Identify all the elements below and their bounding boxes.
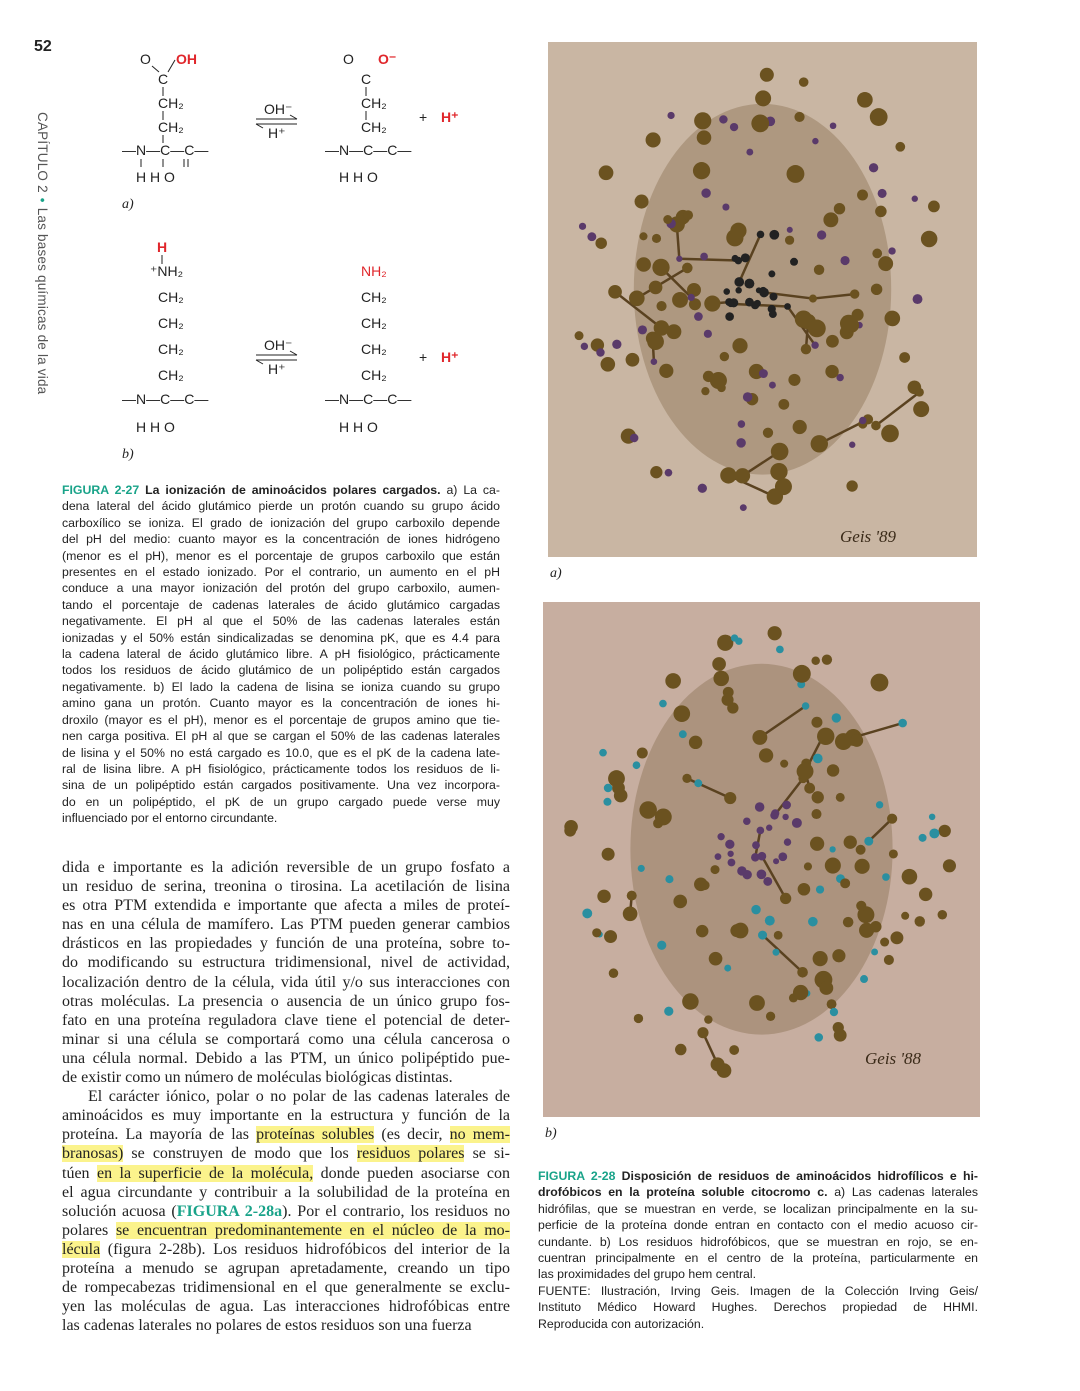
text-run: ). Por el contrario, los residuos no (282, 1202, 510, 1220)
highlighted-text: se encuentran predominantemente en el núcleo de la mo- (115, 1221, 511, 1239)
atom: CH₂ (158, 289, 184, 305)
text-run: solución acuosa ( (62, 1202, 177, 1220)
figure-reference: FIGURA 2-27 (62, 483, 140, 497)
text-run: otras moléculas. La presencia o ausencia de un único grupo fos- (62, 992, 510, 1010)
text-run: droxilo (mayor es el pH), menor es el porcentaje de grupos amino que tie- (62, 712, 500, 727)
backbone: —N—C—C— (122, 391, 209, 407)
text-line (62, 1316, 510, 1335)
reagent: OH⁻ (264, 337, 293, 353)
text-line (62, 896, 510, 915)
text-run: sina de un polipéptido están cargados positivamente. Una vez incorpora- (62, 778, 500, 793)
text-run: se construyen de modo que los (123, 1145, 357, 1163)
text-run: proteína a menudo se agrupan apretadamente, creando un tipo (62, 1259, 510, 1277)
text-line (62, 695, 500, 711)
text-line (62, 877, 510, 896)
text-line (62, 548, 500, 564)
text-line (62, 1106, 510, 1125)
text-run: hidrófilas, que se muestran en verde, se localizan principalmente en la su- (538, 1201, 978, 1216)
atom: CH₂ (361, 341, 387, 357)
text-line (62, 630, 500, 646)
page-number: 52 (34, 38, 52, 55)
chapter-label: CAPÍTULO 2 (35, 112, 50, 193)
text-run: polares (62, 1221, 116, 1239)
glutamate-protonated (122, 51, 208, 212)
glutamate-ionized (325, 51, 459, 185)
text-run: las proximidades del grupo hem central. (538, 1267, 757, 1282)
cytochrome-c-hydrophobic-illustration (543, 602, 980, 1117)
highlighted-text: en la superficie de la molécula, (97, 1164, 314, 1182)
text-run: (figura 2-28b). Los residuos hidrofóbicos del interior de la (100, 1240, 510, 1258)
atom: CH₂ (361, 289, 387, 305)
text-line (62, 728, 500, 744)
text-run: túen (62, 1164, 97, 1182)
text-run: cuentran principalmente en el centro de la proteína, particularmente en (538, 1251, 978, 1266)
text-run: la cadena lateral de ácido glutámico libre. A pH fisiológico, prácticamente (62, 647, 500, 662)
text-line (62, 1068, 510, 1087)
text-run: todos los residuos de ácido glutámico de un polipéptido están cargados (62, 663, 500, 678)
panel-label-a: a) (550, 566, 562, 581)
backbone: —N—C—C— (325, 142, 412, 158)
atom: CH₂ (158, 367, 184, 383)
text-run: drásticos en las propiedades y función de una proteína, sobre to- (62, 935, 510, 953)
text-line (62, 662, 500, 678)
atom: CH₂ (158, 341, 184, 357)
text-run: presentes en el estado ionizado. Por el contrario, un aumento en el pH (62, 565, 500, 580)
atom: CH₂ (361, 119, 387, 135)
reagent: OH⁻ (264, 101, 293, 117)
text-run: yen las moléculas de agua. Las interacciones hidrofóbicas entre (62, 1298, 510, 1316)
atom: OH (176, 51, 197, 67)
text-line (62, 482, 500, 498)
text-run: a) Las cadenas laterales (827, 1185, 978, 1200)
text-run: cundante. b) Los residuos hidrofóbicos, que se muestran en rojo, se en- (538, 1234, 978, 1249)
text-run: ral de lisina libre. A pH fisiológico, prácticamente todos los residuos de li- (62, 761, 500, 776)
text-run: de existir como un número de moléculas biológicas distintas. (62, 1069, 453, 1087)
text-run: (menor es el pH), menor es el porcentaje de grupos carboxilo que están (62, 548, 500, 563)
proton: H⁺ (441, 109, 459, 125)
text-run: perficie de la proteína donde entran en contacto con el medio acuoso cir- (538, 1218, 978, 1233)
text-line (62, 580, 500, 596)
text-line (62, 858, 510, 877)
text-line (62, 1087, 510, 1106)
text-run: donde pueden asociarse con (313, 1164, 511, 1182)
figure-2-28b-image (543, 602, 980, 1117)
backbone: H H O (339, 169, 378, 185)
text-run: minar si una célula se comportará como una célula cancerosa o (62, 1030, 510, 1048)
text-run: tando el porcentaje de cadenas laterales de ácido glutámico cargadas (62, 597, 500, 612)
atom: CH₂ (158, 315, 184, 331)
text-run: do modificando su estructura tridimensional, nivel de actividad, (62, 954, 510, 972)
highlighted-text: no mem- (449, 1126, 511, 1144)
text-line (62, 761, 500, 777)
text-line (62, 810, 500, 826)
text-run: una célula normal. Debido a las PTM, un único polipéptido pue- (62, 1049, 510, 1067)
atom: CH₂ (158, 95, 184, 111)
running-head (35, 112, 50, 394)
atom: O (343, 51, 354, 67)
text-run: Disposición de residuos de aminoácidos hidrofílicos e hi- (615, 1169, 978, 1183)
reagent: H⁺ (268, 125, 286, 141)
cytochrome-c-hydrophilic-illustration (548, 42, 977, 557)
atom: C (158, 71, 169, 87)
text-line (62, 1030, 510, 1049)
text-run: localización dentro de la célula, vida útil y/o sus interacciones con (62, 973, 510, 991)
text-run: negativamente. b) El lado la cadena de lisina se ioniza cuando su grupo (62, 679, 500, 694)
text-run: drofóbicos en la proteína soluble citocromo c. (538, 1185, 828, 1200)
signature: Geis '88 (865, 1049, 922, 1068)
text-line (62, 1297, 510, 1316)
backbone: H H O (136, 169, 175, 185)
figure-reference: FIGURA 2-28a (176, 1202, 283, 1220)
backbone: H H O (339, 419, 378, 435)
text-line (62, 515, 500, 531)
atom: H (157, 239, 168, 255)
figure-reference: FIGURA 2-28 (538, 1169, 616, 1183)
reagent: H⁺ (268, 361, 286, 377)
text-run: a) La ca- (440, 483, 500, 497)
text-run: FUENTE: Ilustración, Irving Geis. Imagen de la Colección Irving Geis/ (538, 1283, 978, 1298)
signature: Geis '89 (840, 527, 897, 546)
text-line (62, 1259, 510, 1278)
highlighted-text: lécula (62, 1240, 101, 1258)
text-run: el agua circundante y contribuir a la solubilidad de la proteína en (62, 1183, 510, 1201)
highlighted-text: proteínas solubles (256, 1126, 375, 1144)
text-line (538, 1266, 978, 1282)
chapter-title: Las bases químicas de la vida (35, 207, 50, 395)
text-line (62, 679, 500, 695)
separator-dot: • (35, 197, 50, 203)
text-run: do en un polipéptido, el pK de un grupo cargado puede verse muy (62, 794, 500, 809)
figure-2-27-structures (100, 30, 500, 470)
text-line (62, 613, 500, 629)
figure-2-28a-image (548, 42, 977, 557)
text-run: El carácter iónico, polar o no polar de las cadenas laterales de (62, 1088, 510, 1106)
text-run: aminoácidos es muy importante en la estructura y función de la (62, 1107, 510, 1125)
text-run: se si- (464, 1145, 511, 1163)
text-run: proteína. La mayoría de las (62, 1126, 257, 1144)
backbone: —N—C—C— (122, 142, 209, 158)
text-line (62, 564, 500, 580)
text-run: del pH del medio: cuanto mayor es la concentración de iones hidrógeno (62, 532, 500, 547)
text-run: fato en una proteína reguladora clave tiene el potencial de deter- (62, 1011, 510, 1029)
atom: ⁺NH₂ (150, 263, 184, 279)
plus: + (419, 109, 428, 125)
text-line (538, 1299, 978, 1315)
atom: CH₂ (361, 367, 387, 383)
text-run: Instituto Médico Howard Hughes. Derechos propiedad de HHMI. (538, 1300, 978, 1315)
text-line (538, 1250, 978, 1266)
equilibrium-arrow-a (256, 101, 297, 141)
atom: O⁻ (378, 51, 397, 67)
text-line (538, 1201, 978, 1217)
text-run: nas en una célula de mamífero. Las PTM pueden generar cambios (62, 916, 510, 934)
text-run: amino gana un protón. Cuanto mayor es la concentración de iones hi- (62, 696, 500, 711)
backbone: —N—C—C— (325, 391, 412, 407)
atom: CH₂ (361, 95, 387, 111)
panel-label-a: a) (122, 197, 134, 212)
highlighted-text: branosas) (62, 1145, 124, 1163)
text-run: las cadenas laterales no polares de estos residuos son una fuerza (62, 1317, 472, 1335)
text-line (62, 953, 510, 972)
text-line (62, 794, 500, 810)
text-run: dena lateral del ácido glutámico pierde un protón cuando su grupo ácido (62, 499, 500, 514)
lysine-neutral (325, 263, 459, 435)
text-run: ionizadas y el 50% están sindicalizadas se denomina pK, que es 4.4 para (62, 630, 500, 645)
text-line (62, 1221, 510, 1240)
figure-2-28-caption (538, 1168, 978, 1332)
text-line (62, 1240, 510, 1259)
text-run: de lisina y el 50% no está cargado es 10.0, que es el pK de la cadena late- (62, 745, 500, 760)
text-line (62, 934, 510, 953)
proton: H⁺ (441, 349, 459, 365)
text-line (62, 498, 500, 514)
lysine-protonated (122, 239, 208, 462)
figure-2-27-caption (62, 482, 500, 827)
text-line (62, 1183, 510, 1202)
text-run: carboxílico se ioniza. El grado de ionización del grupo carboxilo depende (62, 515, 500, 530)
atom: CH₂ (361, 315, 387, 331)
text-run: negativamente. El pH al que el 50% de las cadenas laterales están (62, 614, 500, 629)
text-line (62, 1278, 510, 1297)
text-line (62, 1164, 510, 1183)
text-run: es otra PTM extendida e importante que afecta a miles de proteí- (62, 897, 510, 915)
text-line (62, 992, 510, 1011)
panel-label-b: b) (122, 447, 134, 462)
text-run: Reproducida con autorización. (538, 1316, 705, 1331)
text-line (62, 777, 500, 793)
text-line (62, 531, 500, 547)
text-run: un residuo de serina, treonina o tirosina. La acetilación de lisina (62, 878, 510, 896)
text-line (62, 646, 500, 662)
text-line (62, 1202, 510, 1221)
text-run: conduce a una mayor ionización del protón del grupo carboxilo, aumen- (62, 581, 500, 596)
panel-label-b: b) (545, 1126, 557, 1141)
text-line (62, 1144, 510, 1163)
text-line (62, 712, 500, 728)
text-line (538, 1283, 978, 1299)
atom: O (140, 51, 151, 67)
text-run: de rompecabezas tridimensional en el que generalmente se exclu- (62, 1279, 510, 1297)
text-line (538, 1217, 978, 1233)
text-run: La ionización de aminoácidos polares cargados. (139, 483, 441, 497)
equilibrium-arrow-b (256, 337, 297, 377)
text-run: (es decir, (374, 1126, 450, 1144)
text-line (538, 1234, 978, 1250)
atom: NH₂ (361, 263, 387, 279)
text-run: influenciado por el entorno circundante. (62, 811, 278, 826)
body-text (62, 858, 510, 1335)
text-line (62, 973, 510, 992)
text-line (62, 1049, 510, 1068)
text-line (538, 1316, 978, 1332)
atom: C (361, 71, 372, 87)
text-line (62, 745, 500, 761)
text-line (538, 1184, 978, 1200)
text-run: nen carga positiva. El pH al que se cargan el 50% de las cadenas laterales (62, 729, 500, 744)
text-line (538, 1168, 978, 1184)
text-line (62, 1125, 510, 1144)
text-line (62, 915, 510, 934)
backbone: H H O (136, 419, 175, 435)
text-run: dida e importante es la adición reversible de un grupo fosfato a (62, 859, 510, 876)
highlighted-text: residuos polares (356, 1145, 465, 1163)
plus: + (419, 349, 428, 365)
atom: CH₂ (158, 119, 184, 135)
text-line (62, 1011, 510, 1030)
text-line (62, 597, 500, 613)
